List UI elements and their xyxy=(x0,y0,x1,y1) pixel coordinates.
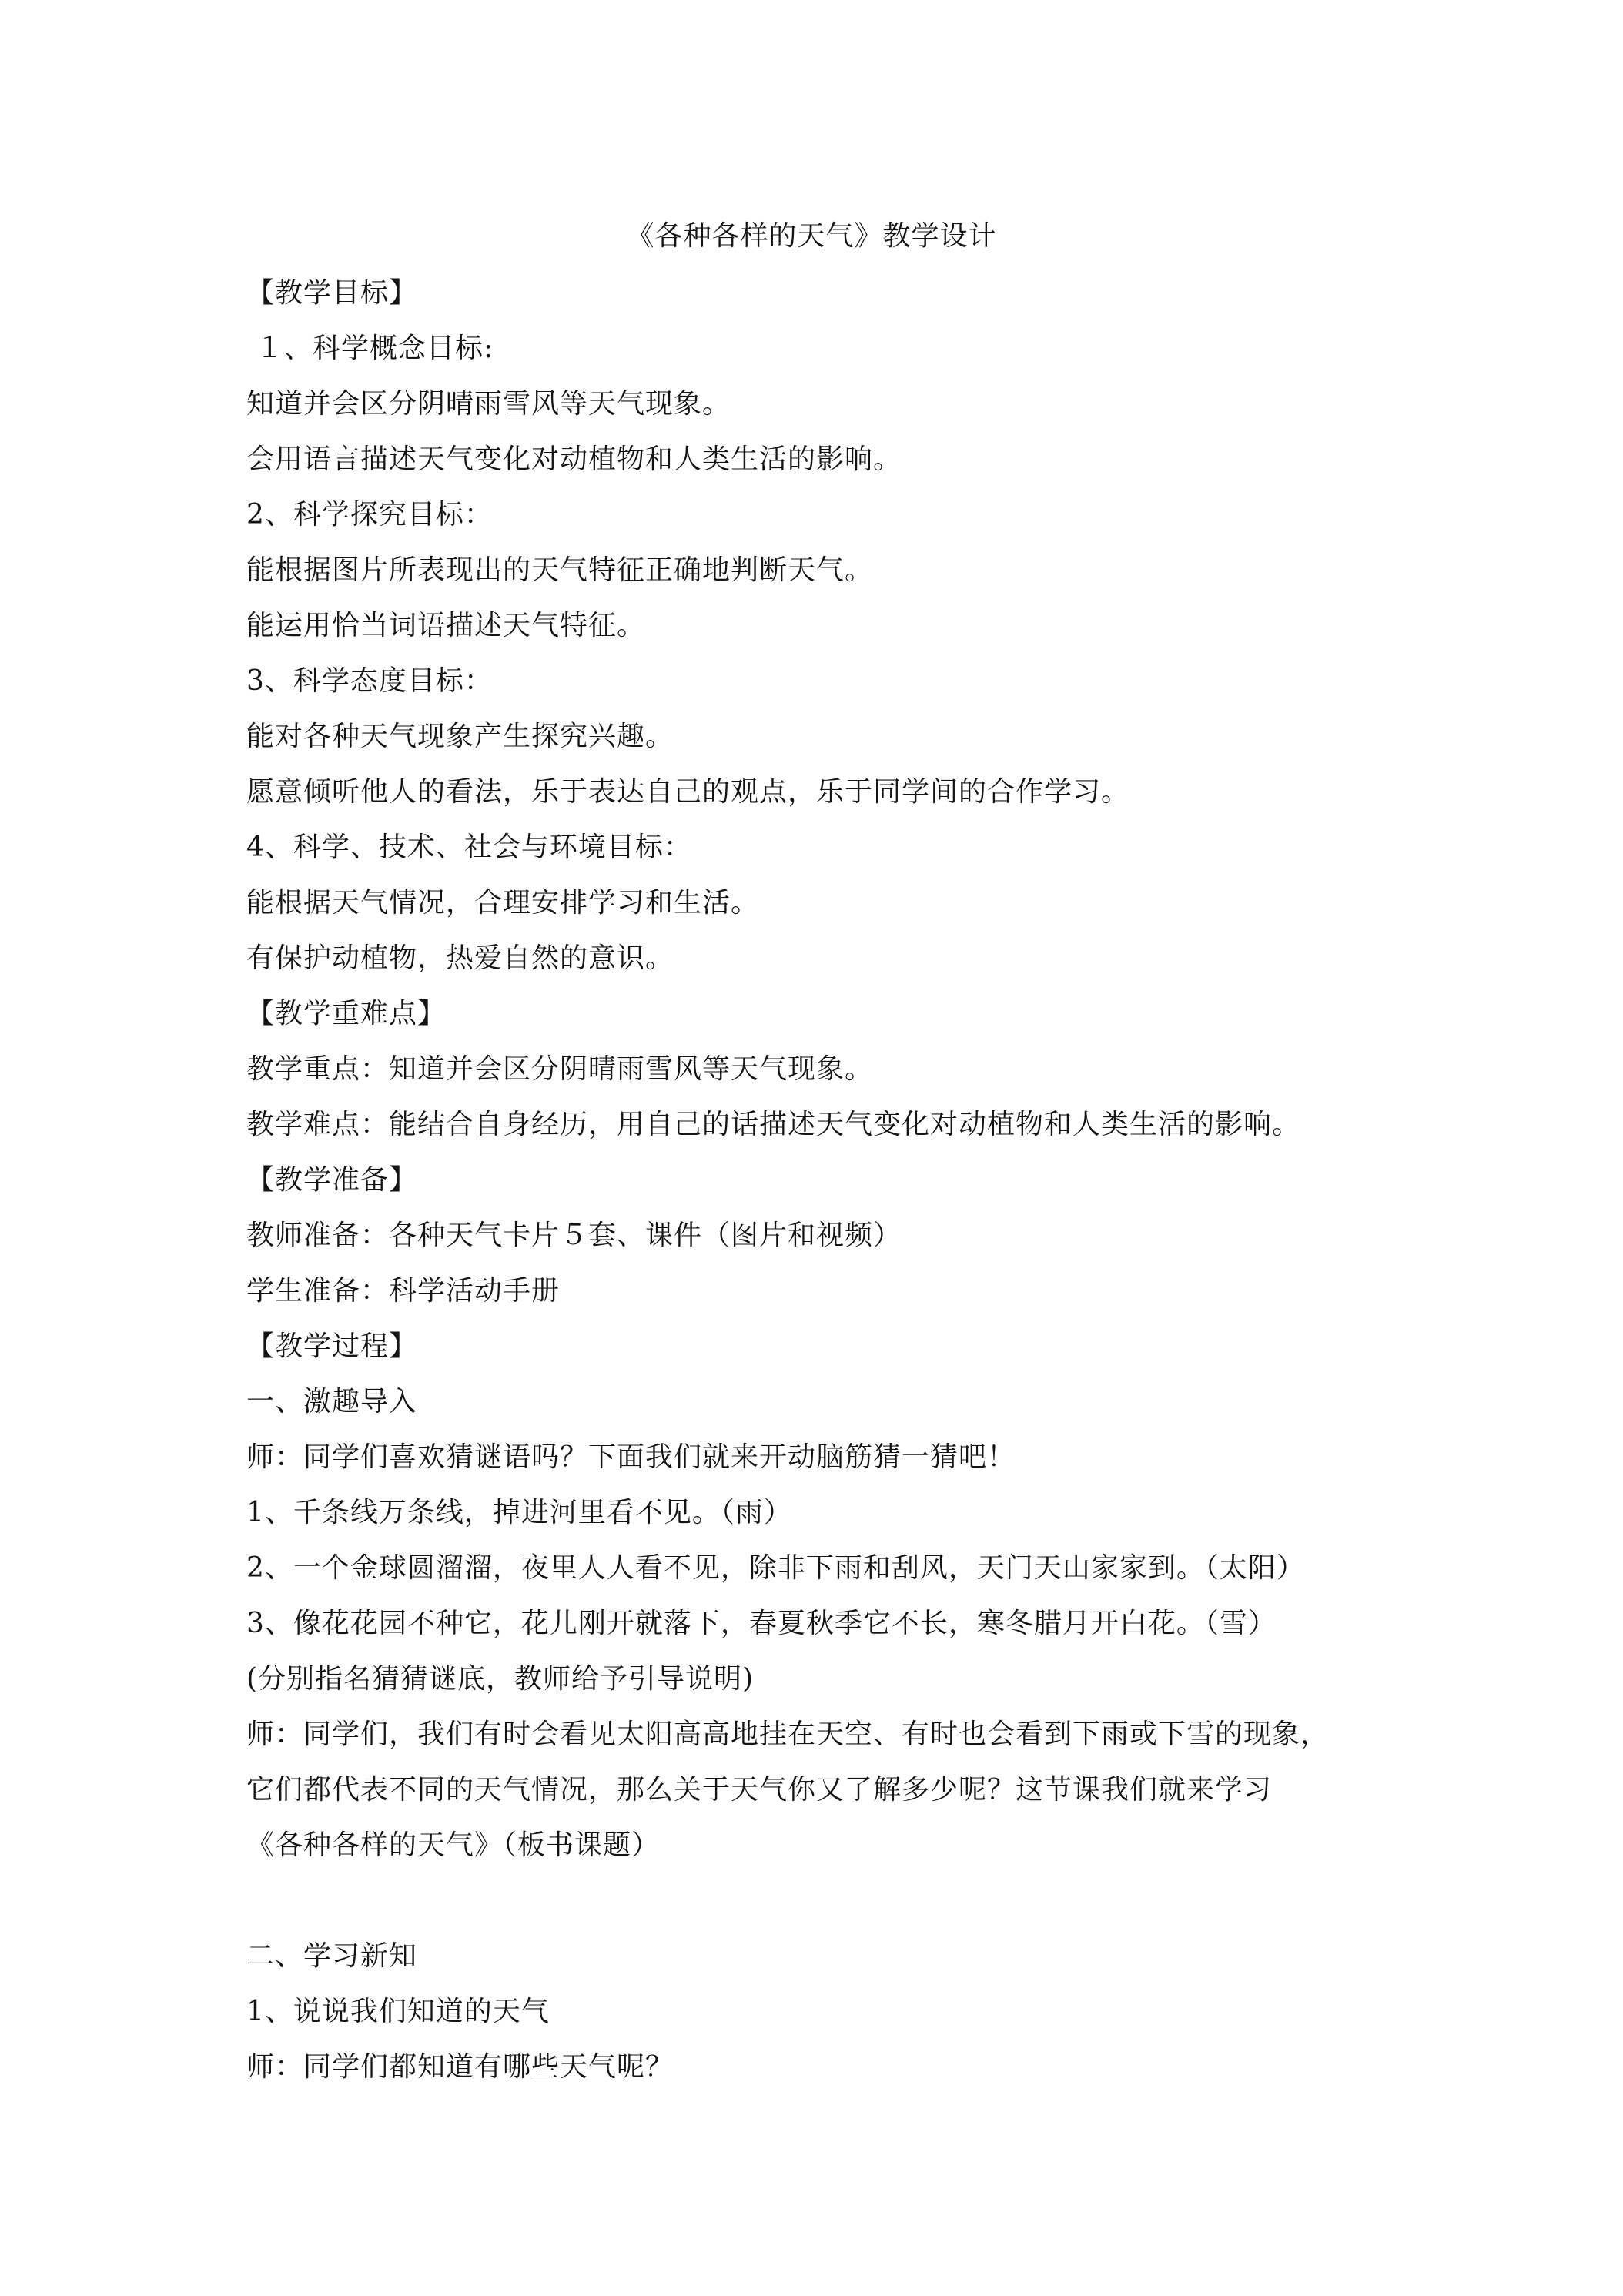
document-title: 《各种各样的天气》教学设计 xyxy=(626,220,997,252)
goal-3-heading: 3、科学态度目标： xyxy=(246,665,493,697)
paragraph-line: 《各种各样的天气》（板书课题） xyxy=(246,1829,661,1861)
goal-1-heading: １、科学概念目标: xyxy=(256,333,494,364)
paragraph-line: (分别指名猜猜谜底，教师给予引导说明) xyxy=(246,1663,755,1695)
paragraph-line: 2、一个金球圆溜溜，夜里人人看不见，除非下雨和刮风，天门天山家家到。（太阳） xyxy=(246,1552,1305,1584)
heading-process: 【教学过程】 xyxy=(246,1330,418,1362)
paragraph-line: 3、像花花园不种它，花儿刚开就落下，春夏秋季它不长，寒冬腊月开白花。（雪） xyxy=(246,1608,1277,1639)
paragraph-line: 师：同学们喜欢猜谜语吗？下面我们就来开动脑筋猜一猜吧！ xyxy=(246,1441,1016,1473)
paragraph-line: 能运用恰当词语描述天气特征。 xyxy=(246,610,646,641)
heading-key-points: 【教学重难点】 xyxy=(246,998,447,1029)
paragraph-line: 有保护动植物，热爱自然的意识。 xyxy=(246,942,674,974)
paragraph-line: 教师准备：各种天气卡片５套、课件（图片和视频） xyxy=(246,1220,902,1251)
paragraph-line: 教学重点：知道并会区分阴晴雨雪风等天气现象。 xyxy=(246,1053,874,1085)
paragraph-line: 1、千条线万条线，掉进河里看不见。（雨） xyxy=(246,1497,792,1528)
paragraph-line: 会用语言描述天气变化对动植物和人类生活的影响。 xyxy=(246,443,902,475)
heading-teaching-goals: 【教学目标】 xyxy=(246,277,418,309)
paragraph-line: 师：同学们，我们有时会看见太阳高高地挂在天空、有时也会看到下雨或下雪的现象， xyxy=(246,1719,1330,1750)
paragraph-line: 1、说说我们知道的天气 xyxy=(246,1996,550,2027)
goal-2-heading: 2、科学探究目标： xyxy=(246,499,493,530)
paragraph-line: 它们都代表不同的天气情况，那么关于天气你又了解多少呢？这节课我们就来学习 xyxy=(246,1774,1273,1806)
heading-preparation: 【教学准备】 xyxy=(246,1164,418,1196)
section-2-heading: 二、学习新知 xyxy=(246,1940,418,1972)
paragraph-line: 能根据图片所表现出的天气特征正确地判断天气。 xyxy=(246,554,874,586)
paragraph-line: 教学难点：能结合自身经历，用自己的话描述天气变化对动植物和人类生活的影响。 xyxy=(246,1109,1301,1140)
paragraph-line: 愿意倾听他人的看法，乐于表达自己的观点，乐于同学间的合作学习。 xyxy=(246,776,1130,808)
section-1-heading: 一、激趣导入 xyxy=(246,1386,418,1417)
paragraph-line: 知道并会区分阴晴雨雪风等天气现象。 xyxy=(246,388,731,420)
paragraph-line: 师：同学们都知道有哪些天气呢？ xyxy=(246,2051,674,2083)
paragraph-line: 学生准备：科学活动手册 xyxy=(246,1275,561,1307)
paragraph-line: 能根据天气情况，合理安排学习和生活。 xyxy=(246,887,760,919)
paragraph-line: 能对各种天气现象产生探究兴趣。 xyxy=(246,721,674,752)
goal-4-heading: 4、科学、技术、社会与环境目标： xyxy=(246,832,692,863)
